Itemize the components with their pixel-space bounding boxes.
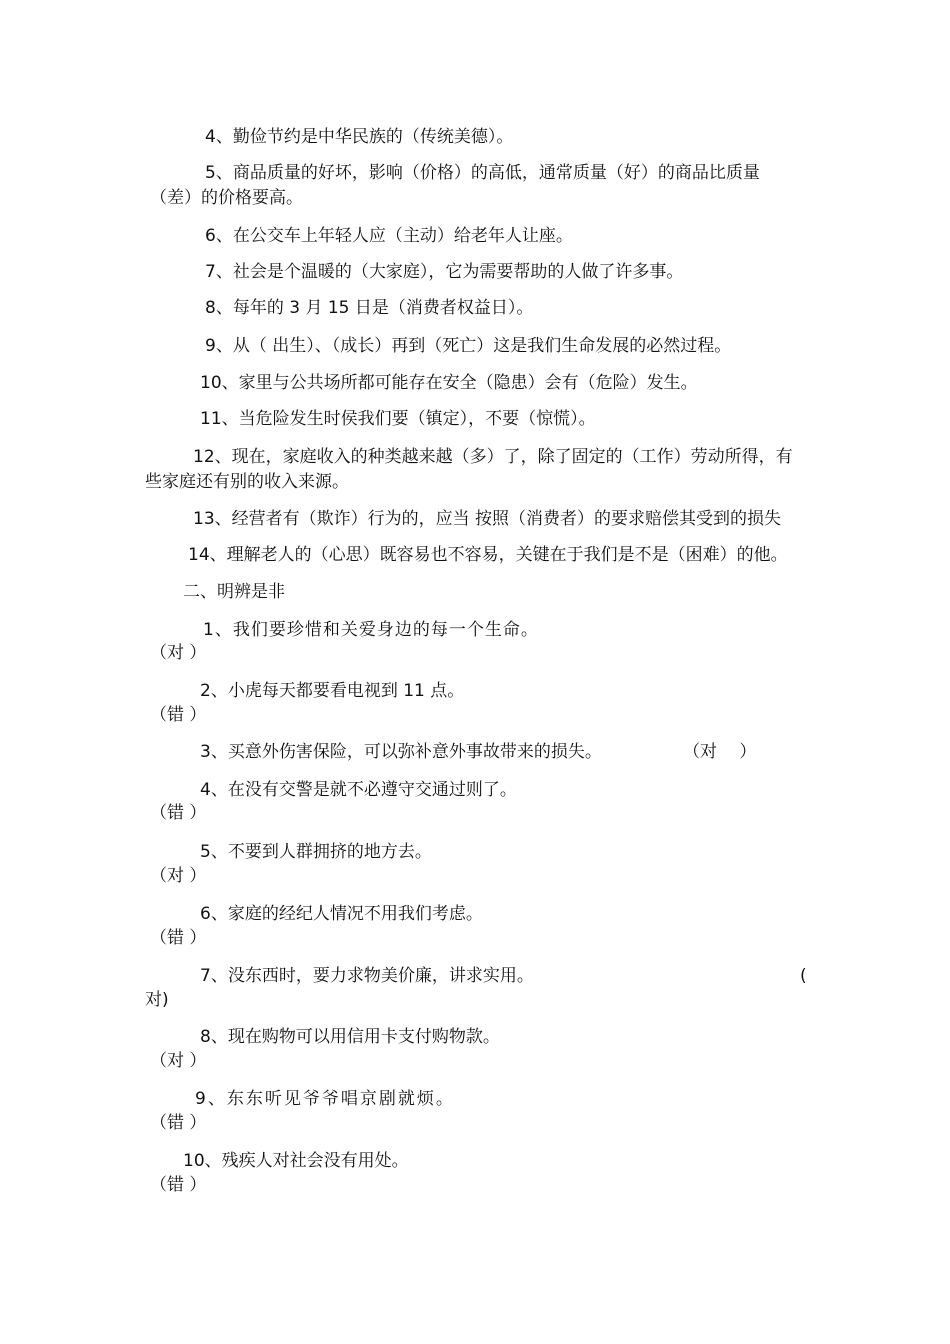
fill-in-question-5-line-1: 5、商品质量的好坏，影响（价格）的高低，通常质量（好）的商品比质量	[205, 163, 760, 183]
judgement-9-answer: （错 ）	[150, 1113, 207, 1133]
fill-in-question-13: 13、经营者有（欺诈）行为的，应当 按照（消费者）的要求赔偿其受到的损失	[193, 509, 782, 529]
fill-in-question-4: 4、勤俭节约是中华民族的（传统美德）。	[205, 127, 514, 147]
fill-in-question-7: 7、社会是个温暖的（大家庭），它为需要帮助的人做了许多事。	[205, 262, 684, 282]
judgement-8-text: 8、现在购物可以用信用卡支付购物款。	[200, 1027, 500, 1047]
judgement-9-text: 9、东东听见爷爷唱京剧就烦。	[195, 1089, 455, 1109]
judgement-2-text: 2、小虎每天都要看电视到 11 点。	[200, 681, 465, 701]
fill-in-question-12-line-1: 12、现在，家庭收入的种类越来越（多）了，除了固定的（工作）劳动所得，有	[193, 447, 793, 467]
judgement-10-answer: （错 ）	[150, 1175, 207, 1195]
judgement-7-text: 7、没东西时，要力求物美价廉，讲求实用。	[200, 966, 534, 986]
judgement-4-text: 4、在没有交警是就不必遵守交通过则了。	[200, 780, 517, 800]
judgement-7-answer-open: (	[800, 966, 807, 986]
fill-in-question-14: 14、理解老人的（心思）既容易也不容易，关键在于我们是不是（困难）的他。	[188, 545, 788, 565]
judgement-3-answer: （对 ）	[683, 742, 757, 762]
section-title: 二、明辨是非	[183, 582, 285, 602]
fill-in-question-9: 9、从（ 出生）、（成长）再到（死亡）这是我们生命发展的必然过程。	[205, 336, 732, 356]
judgement-1-text: 1、我们要珍惜和关爱身边的每一个生命。	[203, 620, 539, 640]
judgement-5-answer: （对 ）	[150, 866, 207, 886]
fill-in-question-10: 10、家里与公共场所都可能存在安全（隐患）会有（危险）发生。	[200, 373, 698, 393]
judgement-1-answer: （对 ）	[150, 643, 207, 663]
judgement-8-answer: （对 ）	[150, 1051, 207, 1071]
judgement-6-text: 6、家庭的经纪人情况不用我们考虑。	[200, 904, 483, 924]
fill-in-question-8: 8、每年的 3 月 15 日是（消费者权益日）。	[205, 298, 534, 318]
judgement-2-answer: （错 ）	[150, 705, 207, 725]
fill-in-question-12-line-2: 些家庭还有别的收入来源。	[145, 472, 349, 492]
judgement-7-answer: 对)	[145, 990, 169, 1010]
fill-in-question-5-line-2: （差）的价格要高。	[150, 188, 303, 208]
judgement-3-text: 3、买意外伤害保险，可以弥补意外事故带来的损失。	[200, 742, 602, 762]
fill-in-question-11: 11、当危险发生时侯我们要（镇定），不要（惊慌）。	[200, 409, 596, 429]
judgement-4-answer: （错 ）	[150, 803, 207, 823]
judgement-10-text: 10、残疾人对社会没有用处。	[183, 1151, 409, 1171]
fill-in-question-6: 6、在公交车上年轻人应（主动）给老年人让座。	[205, 226, 573, 246]
judgement-5-text: 5、不要到人群拥挤的地方去。	[200, 842, 432, 862]
judgement-6-answer: （错 ）	[150, 928, 207, 948]
